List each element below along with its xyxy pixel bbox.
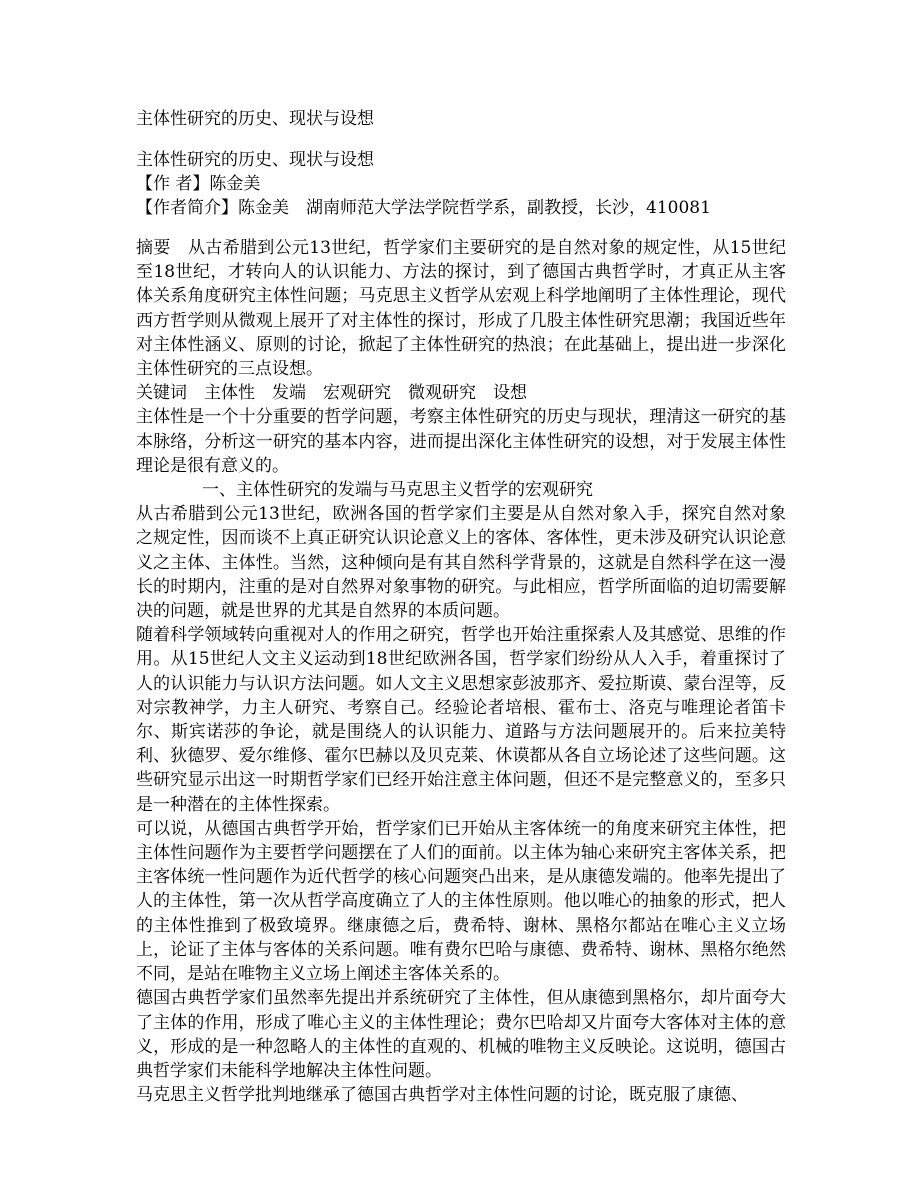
body-paragraph-1: 从古希腊到公元13世纪，欧洲各国的哲学家们主要是从自然对象入手，探究自然对象之规定性，因而谈不上真正研究认识论意义上的客体、客体性，更未涉及研究认识论意义之主体、主体性。当然，这种倾向是有其自然科学背景的，这就是自然科学在这一漫长的时期内，注重的是对自然界对象事物的研究。与此相应，哲学所面临的迫切需要解决的问题，就是世界的尤其是自然界的本质问题。 bbox=[136, 504, 786, 622]
keywords-line: 关键词 主体性 发端 宏观研究 微观研究 设想 bbox=[136, 383, 527, 404]
section-heading: 一、主体性研究的发端与马克思主义哲学的宏观研究 bbox=[202, 480, 593, 501]
author-line: 【作 者】陈金美 bbox=[136, 174, 261, 194]
document-top-title: 主体性研究的历史、现状与设想 bbox=[136, 109, 374, 129]
body-paragraph-2: 随着科学领域转向重视对人的作用之研究，哲学也开始注重探索人及其感觉、思维的作用。从15世纪人文主义运动到18世纪欧洲各国，哲学家们纷纷从人入手，着重探讨了人的认识能力与认识方法问题。如人文主义思想家彭波那齐、爱拉斯谟、蒙台涅等，反对宗教神学，力主人研究、考察自己。经验论者培根、霍布士、洛克与唯理论者笛卡尔、斯宾诺莎的争论，就是围绕人的认识能力、道路与方法问题展开的。后来拉美特利、狄德罗、爱尔维修、霍尔巴赫以及贝克莱、休谟都从各自立场论述了这些问题。这些研究显示出这一时期哲学家们已经开始注意主体问题，但还不是完整意义的，至多只是一种潜在的主体性探索。 bbox=[136, 625, 786, 815]
author-intro-line: 【作者简介】陈金美 湖南师范大学法学院哲学系，副教授，长沙，410081 bbox=[136, 198, 711, 218]
body-paragraph-3: 可以说，从德国古典哲学开始，哲学家们已开始从主客体统一的角度来研究主体性，把主体性问题作为主要哲学问题摆在了人们的面前。以主体为轴心来研究主客体关系，把主客体统一性问题作为近代哲学的核心问题突凸出来，是从康德发端的。他率先提出了人的主体性，第一次从哲学高度确立了人的主体性原则。他以唯心的抽象的形式，把人的主体性推到了极致境界。继康德之后，费希特、谢林、黑格尔都站在唯心主义立场上，论证了主体与客体的关系问题。唯有费尔巴哈与康德、费希特、谢林、黑格尔绝然不同，是站在唯物主义立场上阐述主客体关系的。 bbox=[136, 818, 786, 985]
body-paragraph-4: 德国古典哲学家们虽然率先提出并系统研究了主体性，但从康德到黑格尔，却片面夸大了主体的作用，形成了唯心主义的主体性理论；费尔巴哈却又片面夸大客体对主体的意义，形成的是一种忽略人的主体性的直观的、机械的唯物主义反映论。这说明，德国古典哲学家们未能科学地解决主体性问题。 bbox=[136, 988, 786, 1081]
intro-paragraph: 主体性是一个十分重要的哲学问题，考察主体性研究的历史与现状，理清这一研究的基本脉络，分析这一研究的基本内容，进而提出深化主体性研究的设想，对于发展主体性理论是很有意义的。 bbox=[136, 407, 786, 476]
article-header bbox=[136, 148, 796, 220]
article-body bbox=[136, 236, 786, 1107]
body-paragraph-5: 马克思主义哲学批判地继承了德国古典哲学对主体性问题的讨论，既克服了康德、 bbox=[136, 1085, 748, 1106]
abstract-paragraph: 摘要 从古希腊到公元13世纪，哲学家们主要研究的是自然对象的规定性，从15世纪至18世纪，才转向人的认识能力、方法的探讨，到了德国古典哲学时，才真正从主客体关系角度研究主体性问题；马克思主义哲学从宏观上科学地阐明了主体性理论，现代西方哲学则从微观上展开了对主体性的探讨，形成了几股主体性研究思潮；我国近些年对主体性涵义、原则的讨论，掀起了主体性研究的热浪；在此基础上，提出进一步深化主体性研究的三点设想。 bbox=[136, 238, 786, 380]
article-title: 主体性研究的历史、现状与设想 bbox=[136, 150, 374, 170]
